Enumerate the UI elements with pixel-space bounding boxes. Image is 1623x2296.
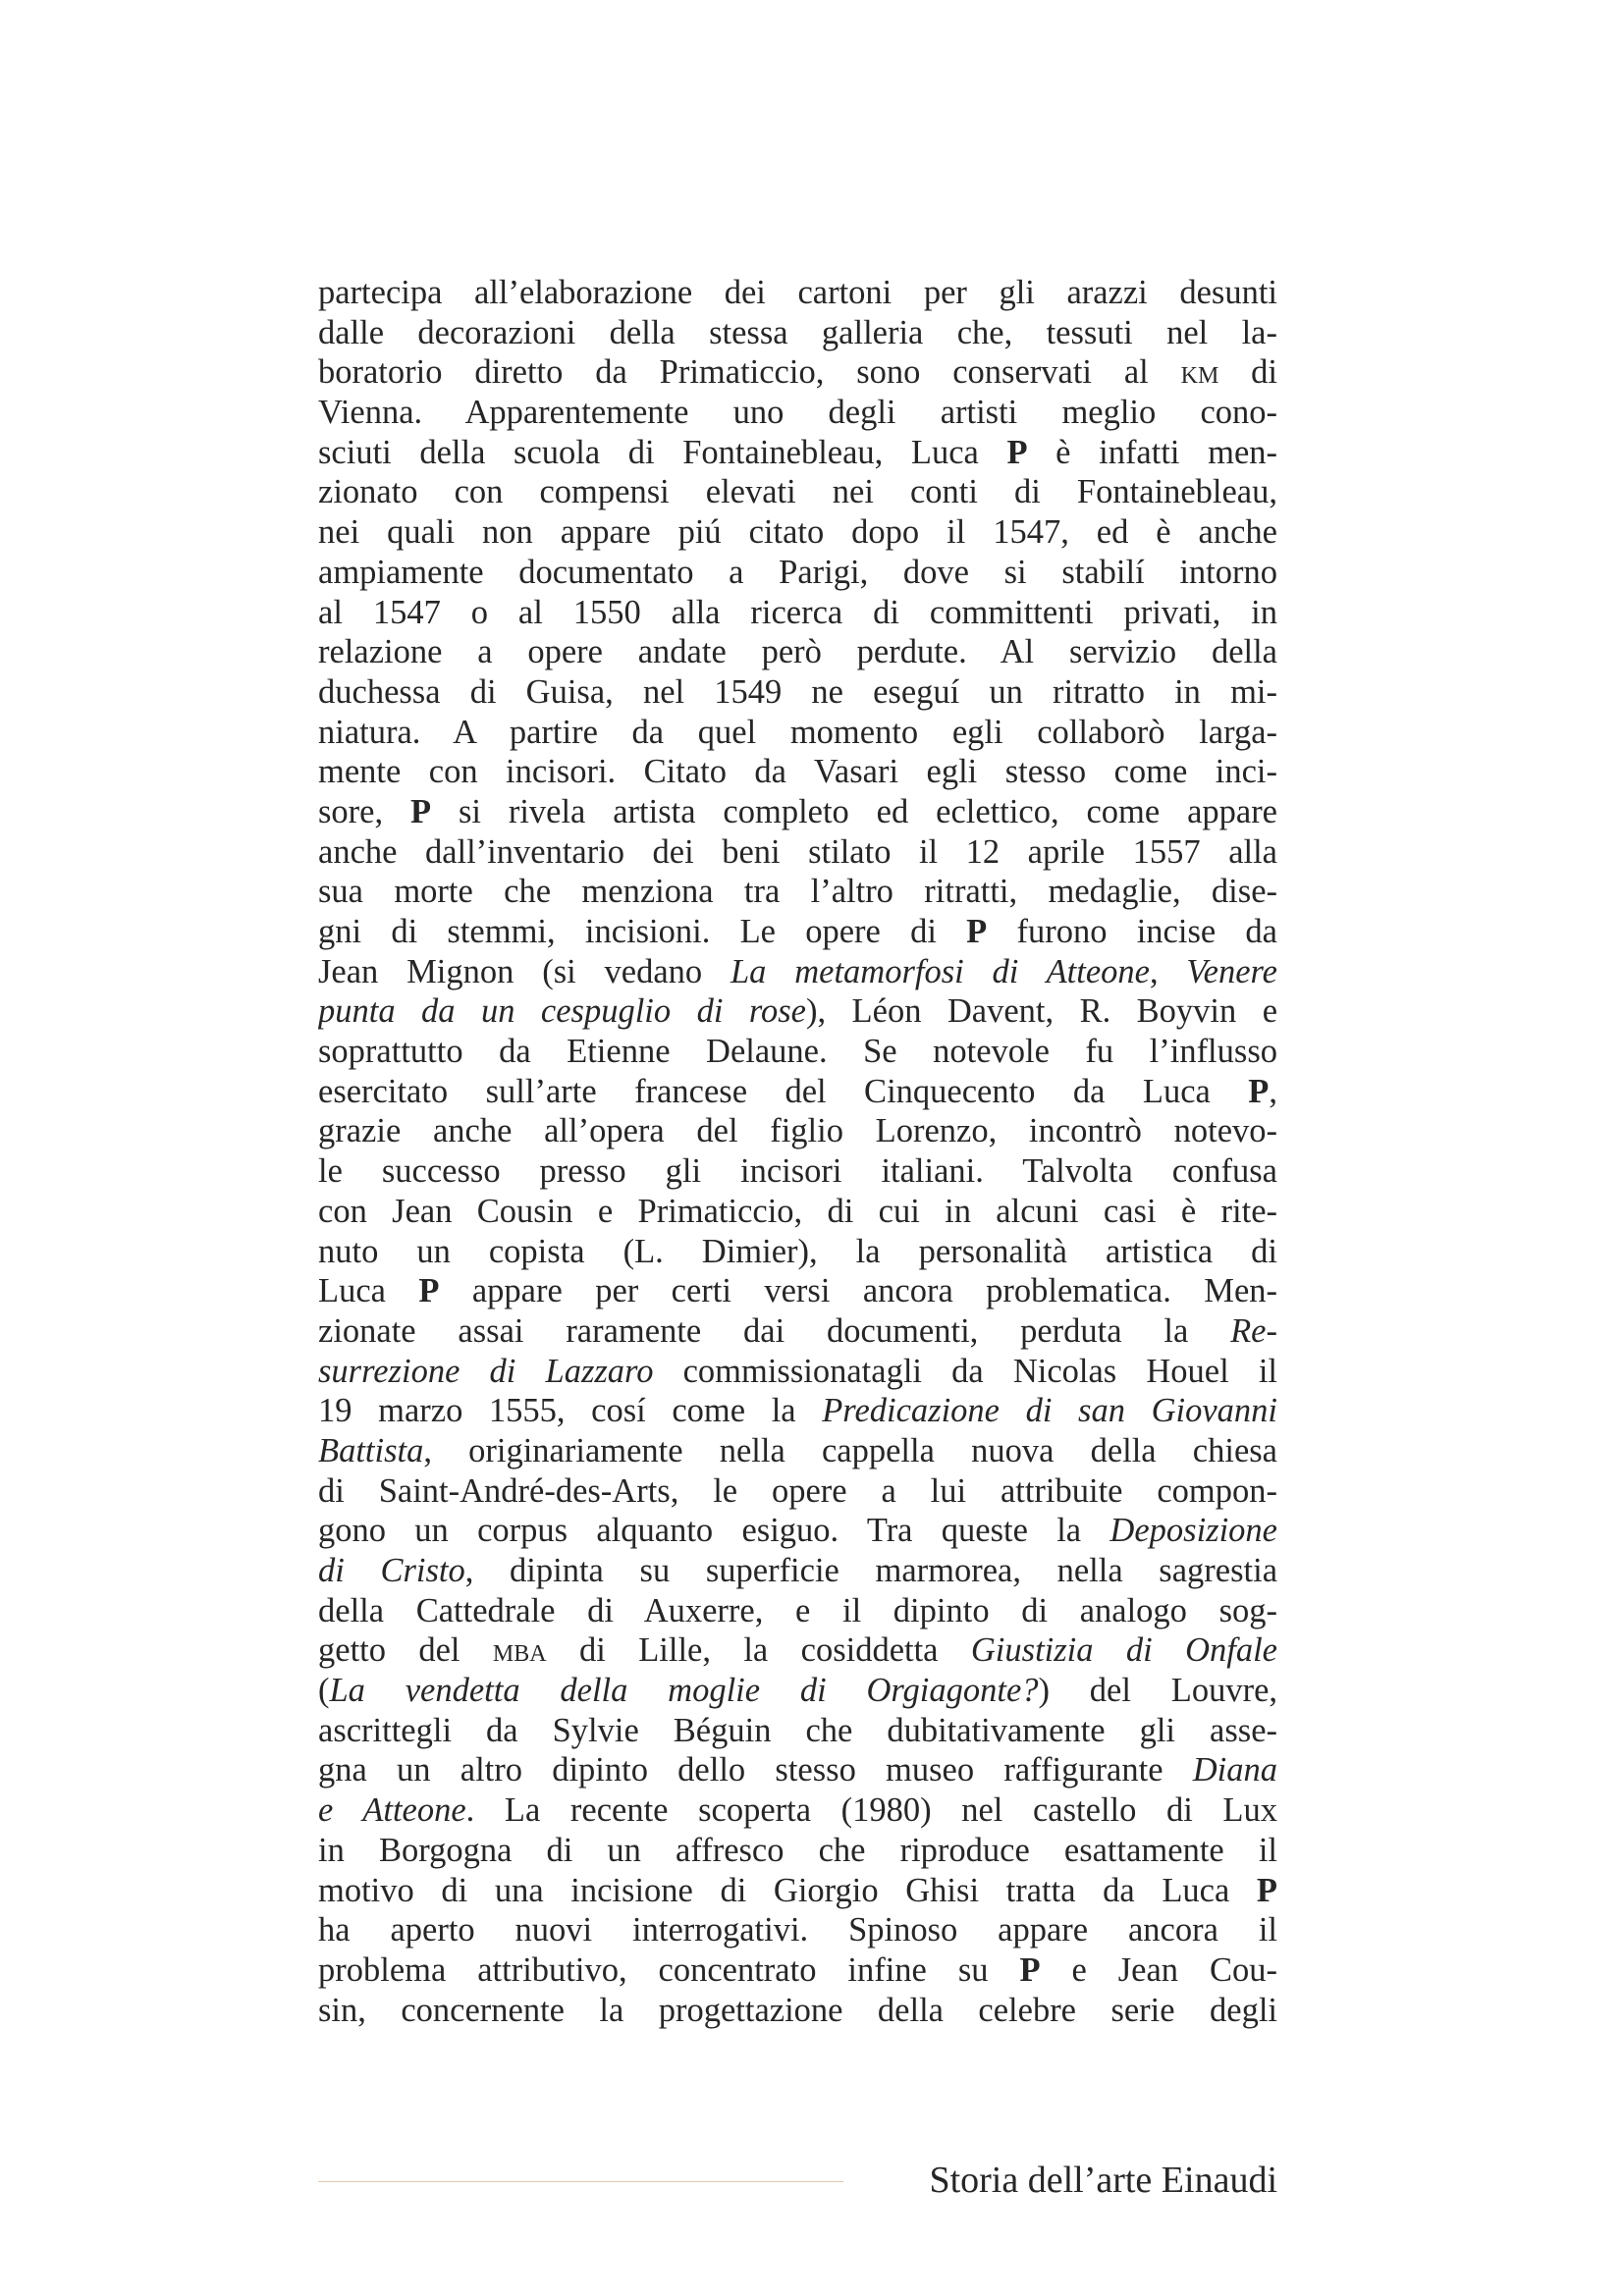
- text-segment: sua morte che menziona tra l’altro ritratti, medaglie, dise-: [318, 873, 1277, 911]
- text-segment: P: [1256, 1871, 1277, 1909]
- text-segment: mba: [492, 1631, 547, 1670]
- text-line: [318, 1032, 1277, 1072]
- text-line: [318, 1311, 1277, 1352]
- text-segment: motivo di una incisione di Giorgio Ghisi tratta da Luca: [318, 1871, 1257, 1909]
- text-segment: sore,: [318, 792, 410, 830]
- text-segment: P: [409, 792, 432, 830]
- text-segment: P: [1019, 1950, 1041, 1989]
- text-line: [318, 1910, 1277, 1950]
- text-segment: anche dall’inventario dei beni stilato il 12 aprile 1557 alla: [318, 832, 1277, 871]
- text-segment: appare per certi versi ancora problematica. Men-: [439, 1272, 1277, 1310]
- text-segment: commissionatagli da Nicolas Houel il: [653, 1352, 1277, 1390]
- text-line: [318, 632, 1277, 672]
- text-line: [318, 872, 1277, 912]
- text-line: [318, 832, 1277, 873]
- text-segment: P: [966, 913, 988, 950]
- text-segment: grazie anche all’opera del figlio Lorenzo, incontrò notevo-: [318, 1112, 1277, 1150]
- text-segment: Re-: [1230, 1311, 1277, 1350]
- text-segment: ,: [1149, 952, 1187, 990]
- text-segment: al 1547 o al 1550 alla ricerca di committenti privati, in: [318, 593, 1277, 631]
- text-segment: 19 marzo 1555, cosí come la: [318, 1392, 823, 1430]
- footer-rule: [318, 2181, 843, 2182]
- text-segment: problema attributivo, concentrato infine su: [318, 1950, 1020, 1989]
- text-segment: Predicazione di san Giovanni: [822, 1392, 1277, 1430]
- text-line: [318, 1151, 1277, 1192]
- text-segment: ) del Louvre,: [1038, 1672, 1277, 1710]
- text-segment: di Cristo: [318, 1552, 465, 1589]
- text-line: [318, 672, 1277, 713]
- text-line: [318, 952, 1277, 992]
- text-segment: P: [418, 1272, 440, 1310]
- text-segment: Luca: [318, 1272, 419, 1310]
- text-segment: zionate assai raramente dai documenti, perduta la: [318, 1311, 1231, 1350]
- text-segment: ascrittegli da Sylvie Béguin che dubitativamente gli asse-: [318, 1711, 1277, 1749]
- text-line: [318, 991, 1277, 1032]
- text-line: [318, 593, 1277, 633]
- text-line: [318, 1871, 1277, 1911]
- text-segment: boratorio diretto da Primaticcio, sono conservati al: [318, 353, 1181, 392]
- text-line: [318, 792, 1277, 832]
- text-segment: niatura. A partire da quel momento egli collaborò larga-: [318, 713, 1277, 751]
- text-line: [318, 1671, 1277, 1711]
- text-line: [318, 1431, 1277, 1471]
- text-segment: P: [1006, 433, 1028, 471]
- text-line: [318, 1711, 1277, 1751]
- text-line: [318, 1790, 1277, 1831]
- text-line: [318, 1591, 1277, 1631]
- text-segment: nei quali non appare piú citato dopo il 1547, ed è anche: [318, 513, 1277, 552]
- text-line: [318, 1352, 1277, 1392]
- text-segment: furono incise da: [987, 913, 1277, 950]
- text-segment: , dipinta su superficie marmorea, nella sagrestia: [464, 1552, 1277, 1589]
- text-segment: duchessa di Guisa, nel 1549 ne eseguí un ritratto in mi-: [318, 672, 1277, 711]
- text-segment: gni di stemmi, incisioni. Le opere di: [318, 913, 967, 950]
- text-segment: ), Léon Davent, R. Boyvin e: [806, 992, 1277, 1031]
- text-segment: Venere: [1186, 952, 1277, 990]
- text-line: [318, 472, 1277, 512]
- text-segment: partecipa all’elaborazione dei cartoni per gli arazzi desunti: [318, 274, 1277, 311]
- text-line: [318, 1991, 1277, 2031]
- text-line: [318, 1072, 1277, 1112]
- text-segment: surrezione di Lazzaro: [318, 1352, 654, 1390]
- text-line: [318, 1111, 1277, 1151]
- text-segment: , originariamente nella cappella nuova della chiesa: [423, 1431, 1277, 1469]
- text-line: [318, 433, 1277, 473]
- text-segment: con Jean Cousin e Primaticcio, di cui in alcuni casi è rite-: [318, 1192, 1277, 1230]
- text-segment: ampiamente documentato a Parigi, dove si stabilí intorno: [318, 553, 1277, 591]
- text-line: [318, 273, 1277, 313]
- text-segment: Battista: [318, 1431, 424, 1469]
- text-line: [318, 1630, 1277, 1671]
- text-segment: e Atteone: [318, 1791, 466, 1830]
- text-line: [318, 1551, 1277, 1591]
- footer-title: Storia dell’arte Einaudi: [929, 2160, 1277, 2201]
- text-line: [318, 1471, 1277, 1512]
- text-segment: di Saint-André-des-Arts, le opere a lui attribuite compon-: [318, 1471, 1277, 1510]
- text-line: [318, 1511, 1277, 1551]
- text-segment: si rivela artista completo ed eclettico, come appare: [431, 792, 1277, 830]
- text-segment: mente con incisori. Citato da Vasari egli stesso come inci-: [318, 753, 1277, 791]
- text-segment: ,: [1269, 1072, 1277, 1110]
- text-line: [318, 512, 1277, 553]
- text-line: [318, 553, 1277, 593]
- text-line: [318, 912, 1277, 952]
- text-segment: sin, concernente la progettazione della celebre serie degli: [318, 1991, 1277, 2029]
- text-line: [318, 352, 1277, 393]
- text-segment: è infatti men-: [1027, 433, 1277, 471]
- text-segment: e Jean Cou-: [1040, 1950, 1277, 1989]
- text-line: [318, 752, 1277, 792]
- text-segment: P: [1248, 1072, 1270, 1110]
- text-segment: Diana: [1192, 1751, 1277, 1789]
- text-segment: ha aperto nuovi interrogativi. Spinoso appare ancora il: [318, 1911, 1277, 1949]
- text-segment: esercitato sull’arte francese del Cinquecento da Luca: [318, 1072, 1249, 1110]
- text-segment: di: [1218, 353, 1277, 392]
- text-line: [318, 1232, 1277, 1272]
- text-segment: . La recente scoperta (1980) nel castello di Lux: [465, 1791, 1277, 1830]
- text-segment: dalle decorazioni della stessa galleria che, tessuti nel la-: [318, 313, 1277, 351]
- text-segment: km: [1180, 353, 1219, 392]
- text-segment: della Cattedrale di Auxerre, e il dipinto di analogo sog-: [318, 1591, 1277, 1629]
- text-line: [318, 393, 1277, 433]
- text-segment: Vienna. Apparentemente uno degli artisti meglio cono-: [318, 394, 1277, 432]
- text-segment: La vendetta della moglie di Orgiagonte?: [329, 1672, 1039, 1710]
- body-text: [318, 273, 1277, 2030]
- text-segment: gna un altro dipinto dello stesso museo raffigurante: [318, 1751, 1193, 1789]
- text-segment: soprattutto da Etienne Delaune. Se notevole fu l’influsso: [318, 1033, 1277, 1071]
- text-line: [318, 1750, 1277, 1790]
- text-segment: (: [318, 1672, 330, 1710]
- text-segment: in Borgogna di un affresco che riproduce esattamente il: [318, 1831, 1277, 1869]
- text-line: [318, 1391, 1277, 1431]
- text-segment: zionato con compensi elevati nei conti di Fontainebleau,: [318, 473, 1277, 511]
- text-line: [318, 713, 1277, 753]
- text-segment: La metamorfosi di Atteone: [730, 952, 1150, 990]
- text-segment: Deposizione: [1109, 1512, 1277, 1550]
- text-segment: sciuti della scuola di Fontainebleau, Luca: [318, 433, 1007, 471]
- text-segment: di Lille, la cosiddetta: [546, 1631, 971, 1670]
- text-line: [318, 313, 1277, 353]
- text-line: [318, 1831, 1277, 1871]
- text-segment: getto del: [318, 1631, 493, 1670]
- text-line: [318, 1950, 1277, 1991]
- text-line: [318, 1271, 1277, 1311]
- text-segment: Giustizia di Onfale: [970, 1631, 1277, 1670]
- text-segment: nuto un copista (L. Dimier), la personalità artistica di: [318, 1232, 1277, 1270]
- text-line: [318, 1192, 1277, 1232]
- text-segment: gono un corpus alquanto esiguo. Tra queste la: [318, 1512, 1110, 1550]
- text-segment: le successo presso gli incisori italiani. Talvolta confusa: [318, 1152, 1277, 1191]
- text-segment: punta da un cespuglio di rose: [318, 992, 806, 1031]
- text-segment: relazione a opere andate però perdute. Al servizio della: [318, 633, 1277, 671]
- text-segment: Jean Mignon (si vedano: [318, 952, 730, 990]
